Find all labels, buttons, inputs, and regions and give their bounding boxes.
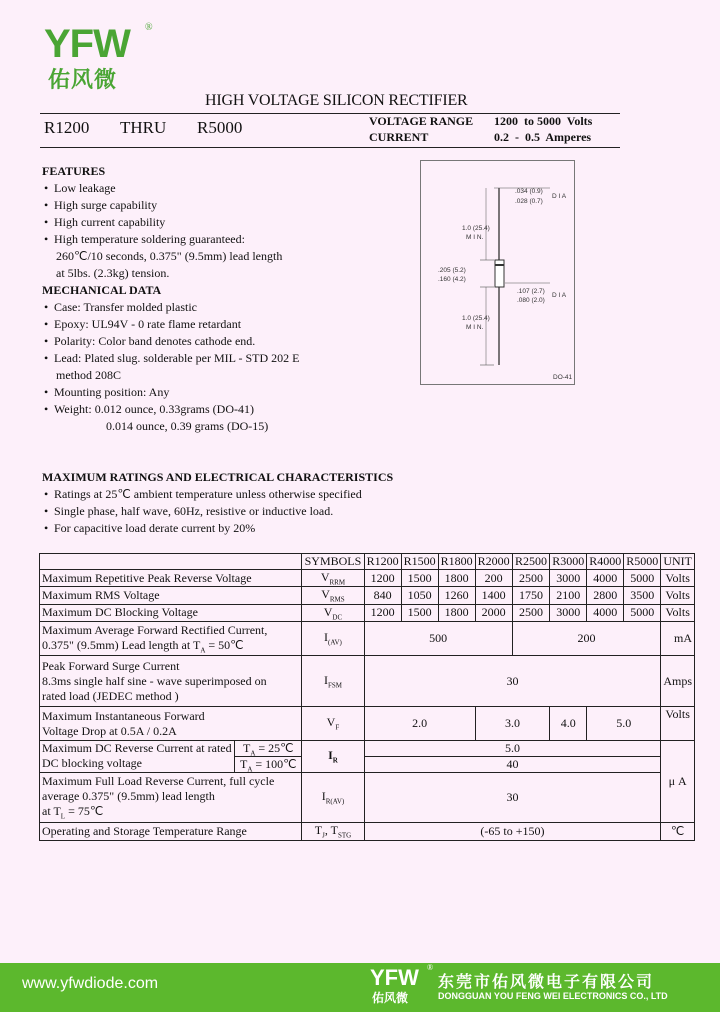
value-cell: 840 — [364, 587, 401, 604]
table-row — [40, 773, 695, 823]
part-to: R5000 — [197, 118, 243, 137]
value-cell: 5000 — [624, 604, 661, 621]
spec-table — [39, 553, 695, 841]
list-item: 260℃/10 seconds, 0.375" (9.5mm) lead length — [56, 249, 283, 263]
param-label: Peak Forward Surge Current 8.3ms single half sine - wave superimposed on rated load (JEDEC method ) — [40, 656, 302, 707]
list-item: • Weight: 0.012 ounce, 0.33grams (DO-41) — [44, 402, 254, 416]
table-row — [40, 656, 695, 707]
unit-cell: Volts — [661, 587, 695, 604]
list-item: • Case: Transfer molded plastic — [44, 300, 197, 314]
list-item: • High current capability — [44, 215, 166, 229]
table-row — [40, 604, 695, 621]
list-item: 0.014 ounce, 0.39 grams (DO-15) — [106, 419, 269, 433]
param-label: Maximum DC Blocking Voltage — [40, 604, 302, 621]
ratings-list — [44, 486, 362, 537]
unit-cell: ℃ — [661, 823, 695, 840]
unit-cell: Volts — [661, 570, 695, 587]
list-item: • High surge capability — [44, 198, 158, 212]
value-cell: 1200 — [364, 604, 401, 621]
value-cell: 2500 — [512, 570, 550, 587]
value-cell: 30 — [364, 656, 661, 707]
table-header: R5000 — [624, 554, 661, 570]
value-cell: 40 — [364, 757, 661, 773]
table-header-row — [40, 554, 695, 570]
dim-lead-len-2: 1.0 (25.4) — [462, 315, 490, 322]
features-list — [44, 180, 282, 282]
dim-body-len-min: .160 (4.2) — [438, 276, 466, 283]
table-row — [40, 707, 695, 741]
page-title: HIGH VOLTAGE SILICON RECTIFIER — [205, 92, 468, 109]
value-cell: 2800 — [587, 587, 624, 604]
symbol-cell: $V_{DC}$ — [302, 604, 364, 621]
list-item: method 208C — [56, 368, 121, 382]
value-cell: 5000 — [624, 570, 661, 587]
footer-registered: ® — [427, 963, 434, 972]
header-rule-bottom — [40, 147, 620, 148]
mechanical-list — [44, 299, 300, 435]
value-cell: 1500 — [401, 604, 438, 621]
dim-dia-label-2: D I A — [552, 292, 567, 299]
table-header: R1800 — [438, 554, 475, 570]
value-cell: 1800 — [438, 604, 475, 621]
table-row — [40, 622, 695, 656]
footer-company-cn: 东莞市佑风微电子有限公司 — [438, 972, 655, 991]
list-item: • Lead: Plated slug. solderable per MIL - STD 202 E — [44, 351, 300, 365]
value-cell: 3000 — [550, 604, 587, 621]
value-cell: 200 — [475, 570, 512, 587]
value-cell: 30 — [364, 773, 661, 823]
symbol-cell: $V_{RMS}$ — [302, 587, 364, 604]
value-cell: 1500 — [401, 570, 438, 587]
value-cell: 1260 — [438, 587, 475, 604]
dim-lead-dia-min: .028 (0.7) — [515, 198, 543, 205]
table-header: SYMBOLS — [302, 554, 364, 570]
value-cell: 2100 — [550, 587, 587, 604]
unit-cell: Volts — [661, 707, 695, 741]
dim-min-label-2: M I N. — [466, 324, 484, 331]
value-cell: 3500 — [624, 587, 661, 604]
symbol-cell: $V_{RRM}$ — [302, 570, 364, 587]
unit-cell: μ A — [661, 741, 695, 823]
param-label: Maximum Average Forward Rectified Current, 0.375" (9.5mm) Lead length at $T_A$ = 50℃ — [40, 622, 302, 656]
list-item: • Mounting position: Any — [44, 385, 170, 399]
symbol-cell: $I_{R(AV)}$ — [302, 773, 364, 823]
dim-lead-dia-max: .034 (0.9) — [515, 188, 543, 195]
param-label: Maximum DC Reverse Current at rated DC blocking voltage $T_A$ = 25℃ $T_A$ = 100℃ — [40, 741, 302, 773]
ratings-heading: MAXIMUM RATINGS AND ELECTRICAL CHARACTERISTICS — [42, 470, 394, 484]
table-row — [40, 741, 695, 757]
current-label: CURRENT — [369, 130, 429, 144]
list-item: • Epoxy: UL94V - 0 rate flame retardant — [44, 317, 242, 331]
table-header: UNIT — [661, 554, 695, 570]
table-header: R2000 — [475, 554, 512, 570]
list-item: • Ratings at 25℃ ambient temperature unless otherwise specified — [44, 487, 362, 501]
param-label: Maximum Full Load Reverse Current, full cycle average 0.375" (9.5mm) lead length at $T_L$ = 75℃ — [40, 773, 302, 823]
value-cell: 4000 — [587, 604, 624, 621]
param-label: Operating and Storage Temperature Range — [40, 823, 302, 840]
symbol-cell: $T_J$, $T_{STG}$ — [302, 823, 364, 840]
table-row — [40, 823, 695, 840]
value-cell: 2000 — [475, 604, 512, 621]
list-item: • Single phase, half wave, 60Hz, resistive or inductive load. — [44, 504, 334, 518]
value-cell: 1400 — [475, 587, 512, 604]
list-item: at 5lbs. (2.3kg) tension. — [56, 266, 170, 280]
list-item: • For capacitive load derate current by 20% — [44, 521, 256, 535]
mechanical-heading: MECHANICAL DATA — [42, 283, 162, 297]
symbol-cell: $I_{(AV)}$ — [302, 622, 364, 656]
param-label: Maximum Repetitive Peak Reverse Voltage — [40, 570, 302, 587]
dim-min-label: M I N. — [466, 234, 484, 241]
footer-logo: YFW — [370, 965, 419, 990]
thru-label: THRU — [120, 118, 167, 137]
table-header: R4000 — [587, 554, 624, 570]
unit-cell: Amps — [661, 656, 695, 707]
footer-logo-cn: 佑风微 — [372, 991, 409, 1005]
value-cell: 2.0 — [364, 707, 475, 741]
registered-mark: ® — [145, 22, 153, 33]
symbol-cell: $I_{FSM}$ — [302, 656, 364, 707]
dim-body-dia-min: .080 (2.0) — [517, 297, 545, 304]
param-label: Maximum RMS Voltage — [40, 587, 302, 604]
table-header: R3000 — [550, 554, 587, 570]
list-item: • Polarity: Color band denotes cathode end. — [44, 334, 256, 348]
value-cell: (-65 to +150) — [364, 823, 661, 840]
value-cell: 5.0 — [587, 707, 661, 741]
current-value: 0.2 - 0.5 Amperes — [494, 130, 592, 144]
part-from: R1200 — [44, 118, 90, 137]
voltage-range-label: VOLTAGE RANGE — [369, 114, 474, 128]
unit-cell: Volts — [661, 604, 695, 621]
dim-body-len-max: .205 (5.2) — [438, 267, 466, 274]
value-cell: 1200 — [364, 570, 401, 587]
brand-logo-cn: 佑风微 — [48, 68, 118, 93]
dim-dia-label: D I A — [552, 193, 567, 200]
value-cell: 5.0 — [364, 741, 661, 757]
package-label: DO-41 — [553, 374, 573, 381]
table-row — [40, 587, 695, 604]
value-cell: 2500 — [512, 604, 550, 621]
table-cell — [40, 554, 302, 570]
value-cell: 200 — [512, 622, 661, 656]
symbol-cell: $V_F$ — [302, 707, 364, 741]
table-header: R2500 — [512, 554, 550, 570]
symbol-cell: $I_R$ — [302, 741, 364, 773]
param-label: Maximum Instantaneous Forward Voltage Drop at 0.5A / 0.2A — [40, 707, 302, 741]
dim-body-dia-max: .107 (2.7) — [517, 288, 545, 295]
value-cell: 3.0 — [475, 707, 550, 741]
value-cell: 4000 — [587, 570, 624, 587]
value-cell: 1750 — [512, 587, 550, 604]
brand-logo: YFW — [44, 22, 130, 66]
list-item: • High temperature soldering guaranteed: — [44, 232, 245, 246]
list-item: • Low leakage — [44, 181, 116, 195]
voltage-range-value: 1200 to 5000 Volts — [494, 114, 593, 128]
table-header: R1500 — [401, 554, 438, 570]
table-row — [40, 570, 695, 587]
table-header: R1200 — [364, 554, 401, 570]
features-heading: FEATURES — [42, 164, 106, 178]
value-cell: 4.0 — [550, 707, 587, 741]
value-cell: 3000 — [550, 570, 587, 587]
value-cell: 1800 — [438, 570, 475, 587]
dim-lead-len: 1.0 (25.4) — [462, 225, 490, 232]
unit-cell: mA — [661, 622, 695, 656]
value-cell: 1050 — [401, 587, 438, 604]
value-cell: 500 — [364, 622, 512, 656]
footer-url[interactable]: www.yfwdiode.com — [22, 975, 159, 992]
footer-company-en: DONGGUAN YOU FENG WEI ELECTRONICS CO., LTD — [438, 991, 668, 1001]
package-diagram — [420, 160, 575, 385]
